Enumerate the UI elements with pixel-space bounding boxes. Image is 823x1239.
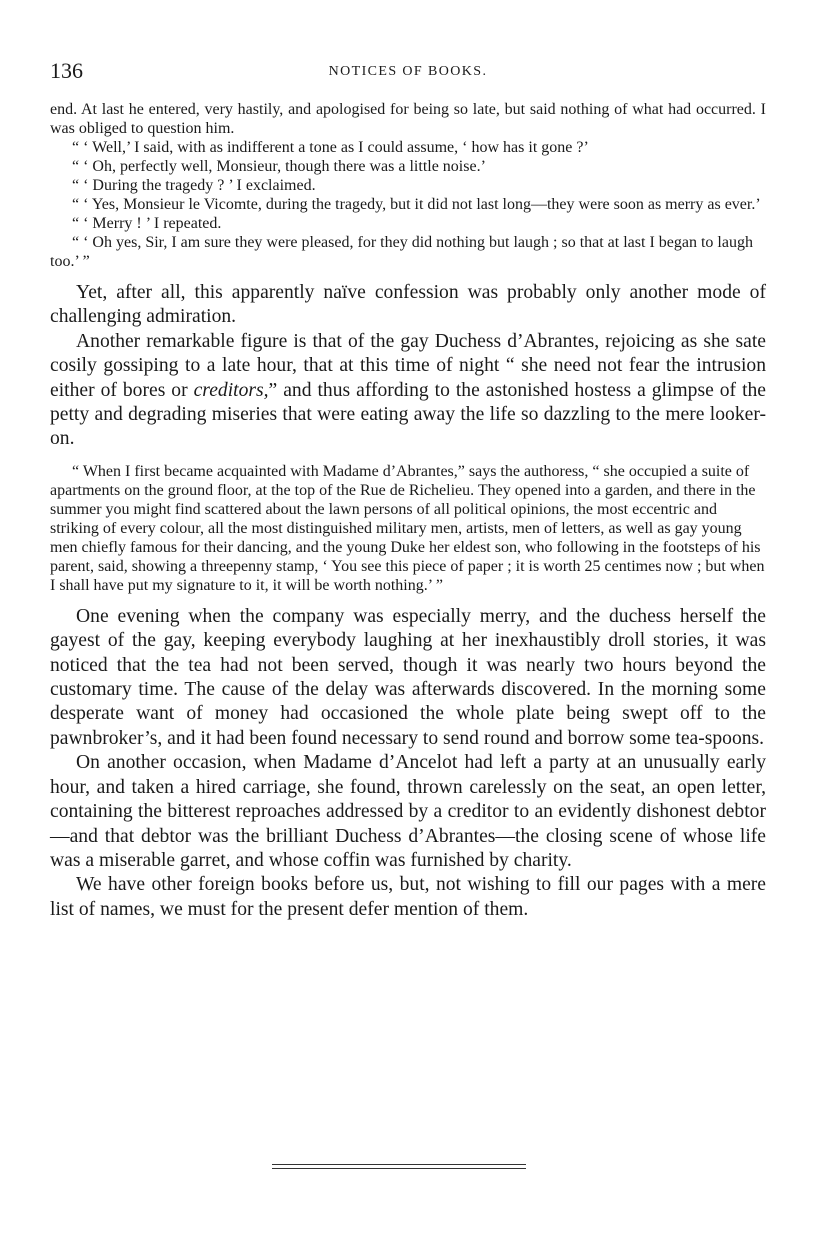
- page-header: [50, 58, 766, 86]
- body-paragraph: One evening when the company was especially merry, and the duchess herself the gayest of the gay, keeping everybody laughing at her inexhaustibly droll stories, it was noticed that the tea had not been served, though it was nearly two hours beyond the customary time. The cause of the delay was afterwards discovered. In the morning some desperate want of money had occasioned the whole plate being swept off to the pawnbroker’s, and it had been found necessary to send round and borrow some tea-spoons.: [50, 605, 766, 749]
- quote-line: “ ‘ Yes, Monsieur le Vicomte, during the tragedy, but it did not last long—they were soon as merry as ever.’: [72, 196, 761, 213]
- quote-line: end. At last he entered, very hastily, and apologised for being so late, but said nothing of what had occurred. I was obliged to question him.: [50, 101, 766, 137]
- quote-line: “ ‘ During the tragedy ? ’ I exclaimed.: [72, 177, 316, 194]
- body-paragraph: On another occasion, when Madame d’Ancelot had left a party at an unusually early hour, and taken a hired carriage, she found, thrown carelessly on the seat, an open letter, containing the bitterest reproaches addressed by a creditor to an evidently dishonest debtor —and that debtor was the brilliant Duchess d’Abrantes—the closing scene of whose life was a miserable garret, and whose coffin was furnished by charity.: [50, 752, 766, 871]
- page: [50, 58, 766, 922]
- paragraph-text: Another remarkable figure is that of the gay Duchess d’Abrantes, rejoicing as she sate cosily gossiping to a late hour, that at this time of night “ she need not fear the intrusion either of bores or: [50, 330, 766, 401]
- body-paragraph: [50, 330, 766, 452]
- quote-paragraph: “ When I first became acquainted with Madame d’Abrantes,” says the authoress, “ she occupied a suite of apartments on the ground floor, at the top of the Rue de Richelieu. They opened into a garden, and there in the summer you might find scattered about the lawn persons of all political opinions, the most eccentric and striking of every colour, all the most distinguished military men, artists, men of letters, as well as gay young men chiefly famous for their dancing, and the young Duke her eldest son, who following in the footsteps of his parent, said, showing a threepenny stamp, ‘ You see this piece of paper ; it is worth 25 centimes now ; but when I shall have put my signature to it, it will be worth nothing.’ ”: [50, 462, 765, 594]
- quoted-dialogue: [50, 100, 766, 271]
- body-paragraph: Yet, after all, this apparently naïve confession was probably only another mode of challenging admiration.: [50, 282, 766, 328]
- block-quote: [50, 462, 766, 595]
- quote-line: “ ‘ Well,’ I said, with as indifferent a tone as I could assume, ‘ how has it gone ?’: [72, 139, 589, 156]
- section-divider: [272, 1164, 526, 1169]
- quote-line: “ ‘ Oh yes, Sir, I am sure they were pleased, for they did nothing but laugh ; so that at last I began to laugh too.’ ”: [50, 234, 753, 270]
- page-number: 136: [50, 58, 83, 83]
- quote-line: “ ‘ Oh, perfectly well, Monsieur, though there was a little noise.’: [72, 158, 486, 175]
- quote-line: “ ‘ Merry ! ’ I repeated.: [72, 215, 222, 232]
- running-head: NOTICES OF BOOKS.: [328, 64, 488, 79]
- paragraph-text: ” and thus affording to the astonished hostess a glimpse of the petty and degrading miseries that were eating away the life so dazzling to the mere looker-on.: [50, 379, 766, 450]
- italic-word: creditors,: [193, 379, 269, 401]
- body-paragraph: We have other foreign books before us, but, not wishing to fill our pages with a mere list of names, we must for the present defer mention of them.: [50, 874, 766, 920]
